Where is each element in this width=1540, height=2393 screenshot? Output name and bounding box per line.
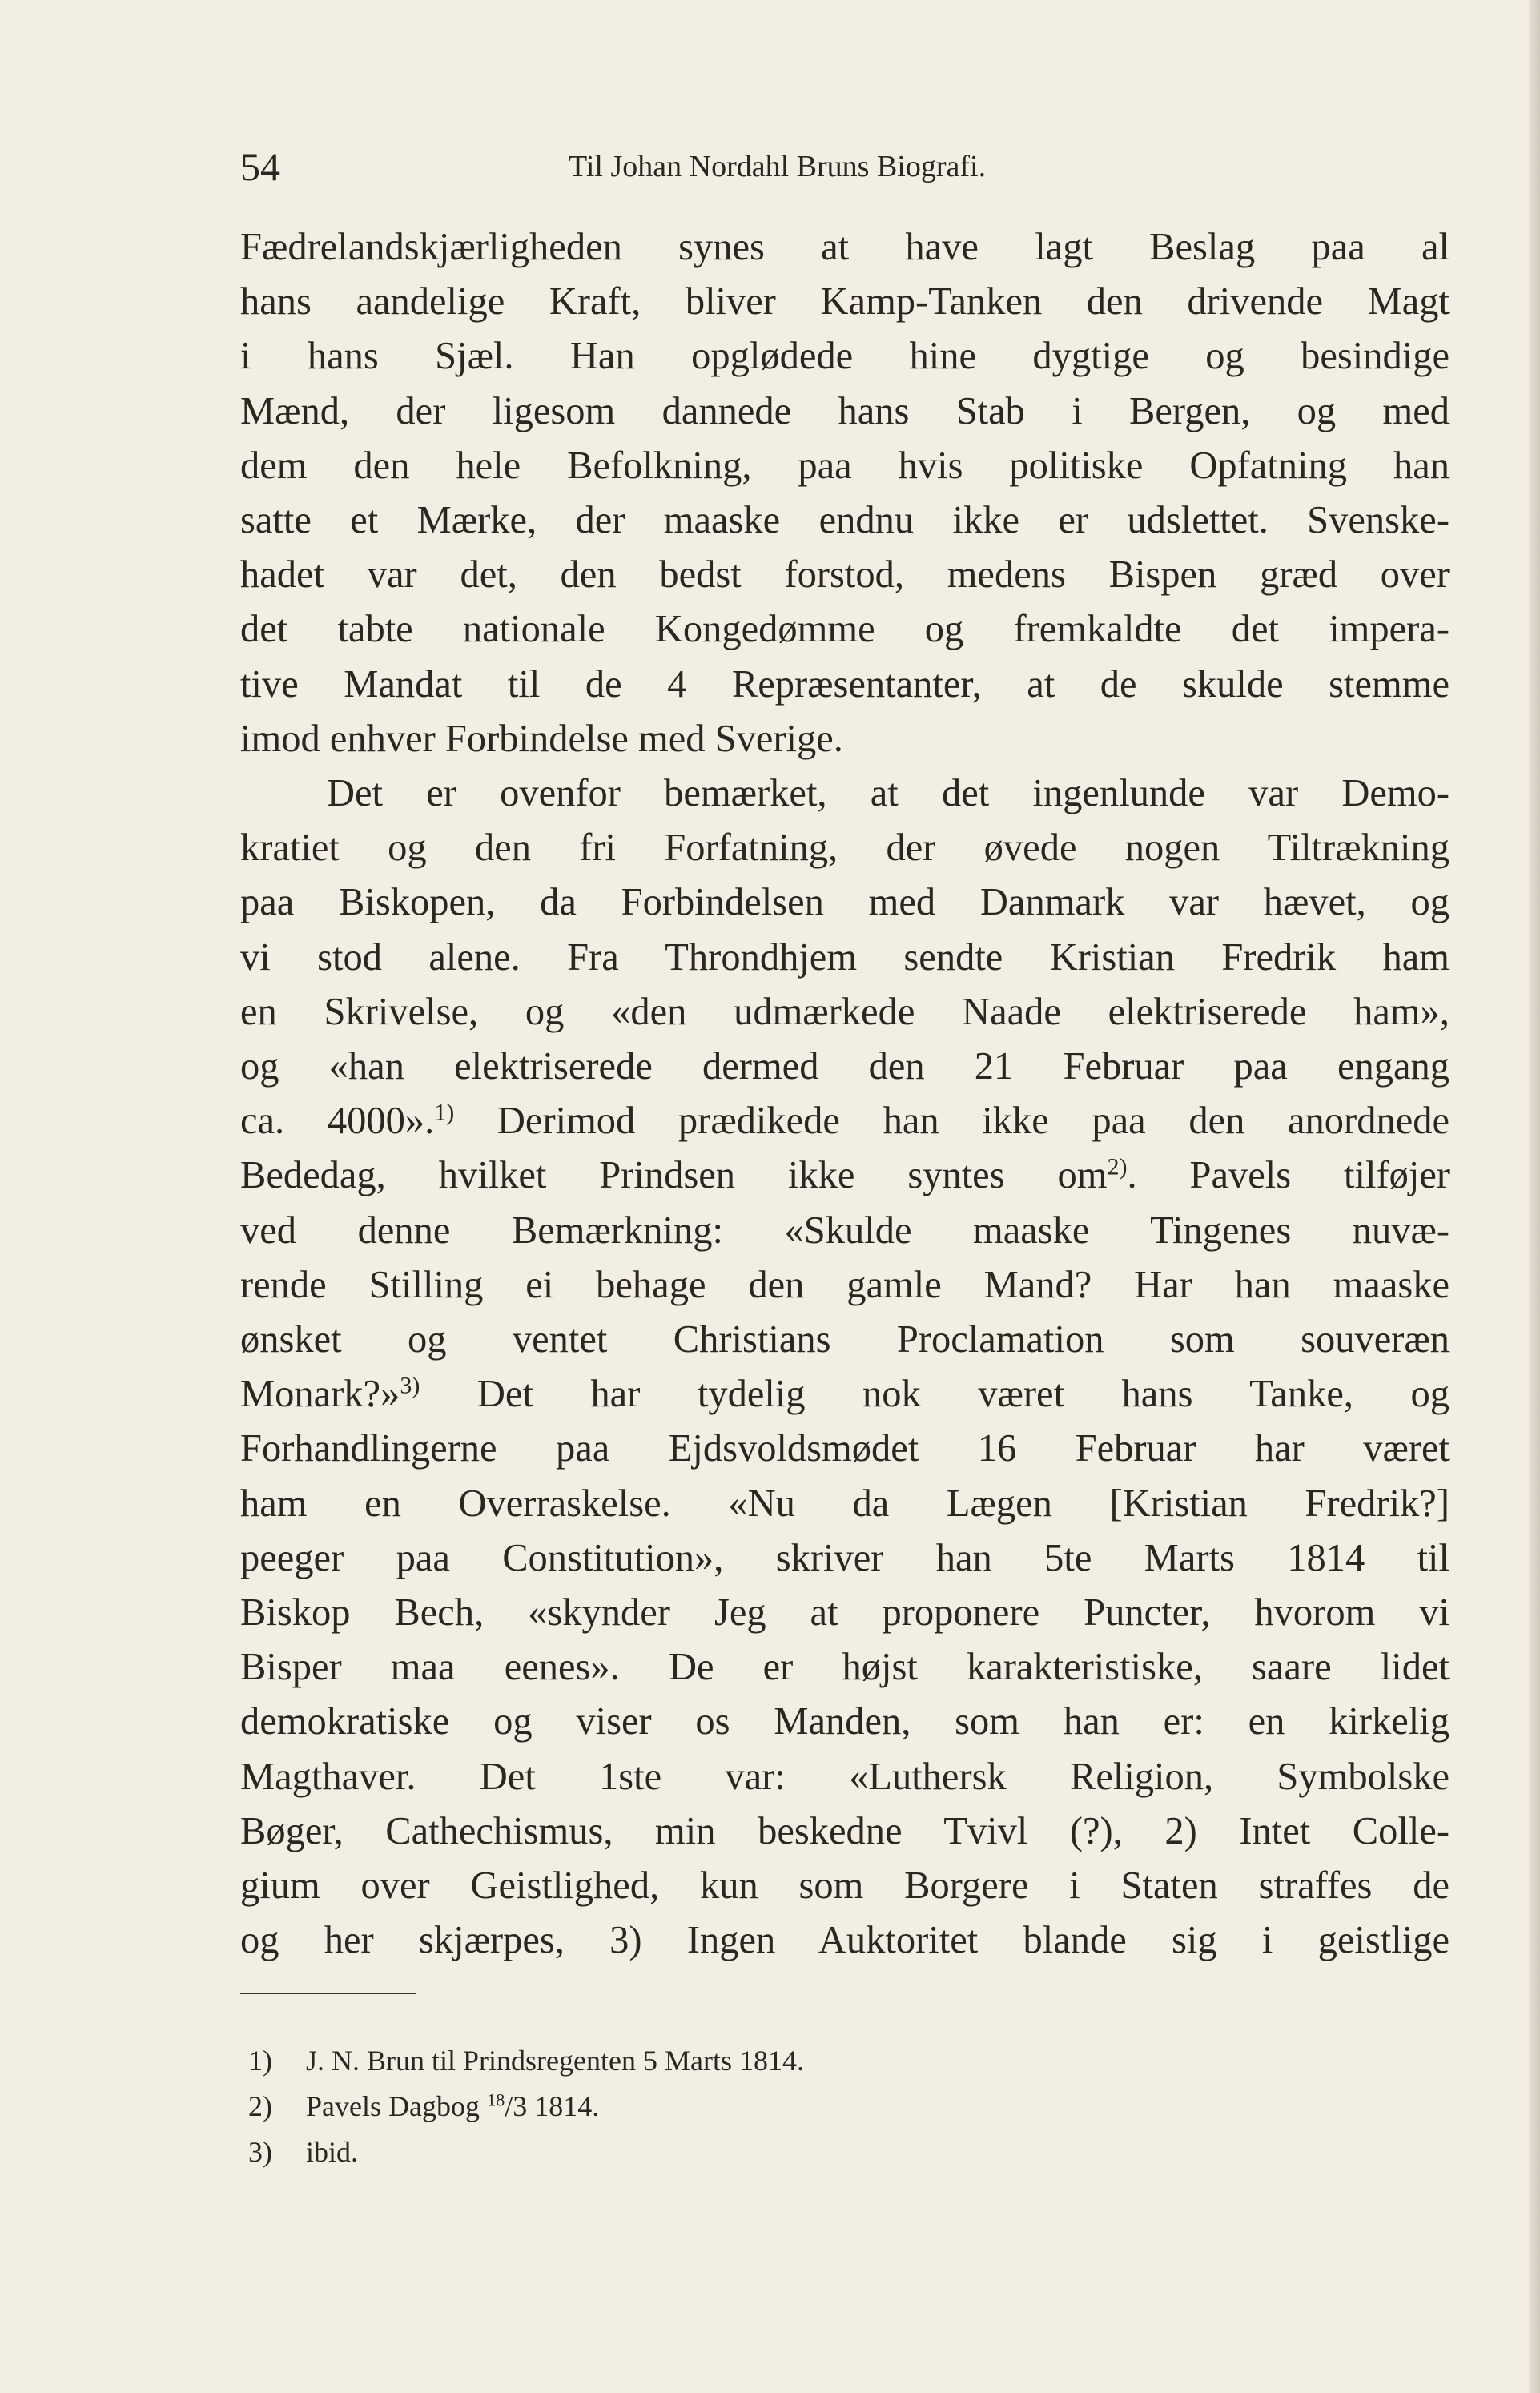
text-line: Magthaver. Det 1ste var: «Luthersk Religion, Symbolske (240, 1755, 1450, 1798)
text-line: kratiet og den fri Forfatning, der øvede nogen Tiltrækning (240, 826, 1450, 870)
text-line: Fædrelandskjærligheden synes at have lagt Beslag paa al (240, 226, 1450, 268)
text-line: ham en Overraskelse. «Nu da Lægen [Kristian Fredrik?] (240, 1482, 1450, 1525)
text-segment: . Pavels tilføjer (1127, 1154, 1450, 1197)
body-text (240, 220, 1450, 1969)
text-segment: ca. 4000». (240, 1100, 435, 1143)
footnote (248, 2084, 1129, 2130)
text-line (240, 1094, 1450, 1148)
footnotes (248, 2038, 1129, 2175)
footnote-text: Pavels Dagbog (306, 2090, 487, 2122)
text-line (240, 1148, 1450, 1203)
footnote-text: /3 1814. (505, 2090, 600, 2122)
text-line: ved denne Bemærkning: «Skulde maaske Tingenes nuvæ- (240, 1209, 1450, 1252)
text-line: rende Stilling ei behage den gamle Mand? Har han maaske (240, 1263, 1450, 1306)
page-header (240, 143, 1474, 191)
text-line: og «han elektriserede dermed den 21 Februar paa engang (240, 1045, 1450, 1088)
footnote (248, 2130, 1129, 2175)
text-line: hadet var det, den bedst forstod, medens Bispen græd over (240, 553, 1450, 597)
text-segment: Monark?» (240, 1373, 400, 1416)
text-line: Bisper maa eenes». De er højst karakteristiske, saare lidet (240, 1646, 1450, 1689)
text-line: ønsket og ventet Christians Proclamation som souveræn (240, 1318, 1450, 1361)
text-segment: Bededag, hvilket Prindsen ikke syntes om (240, 1154, 1108, 1197)
text-line: Biskop Bech, «skynder Jeg at proponere Puncter, hvorom vi (240, 1591, 1450, 1635)
text-line: satte et Mærke, der maaske endnu ikke er udslettet. Svenske- (240, 499, 1450, 542)
text-line: tive Mandat til de 4 Repræsentanter, at de skulde stemme (240, 662, 1450, 706)
text-line: paa Biskopen, da Forbindelsen med Danmark var hævet, og (240, 881, 1450, 924)
text-line: vi stod alene. Fra Throndhjem sendte Kristian Fredrik ham (240, 935, 1450, 979)
footnote-text: J. N. Brun til Prindsregenten 5 Marts 1814. (306, 2045, 804, 2077)
text-line: gium over Geistlighed, kun som Borgere i Staten straffes de (240, 1864, 1450, 1908)
text-segment: Det har tydelig nok været hans Tanke, og (476, 1373, 1450, 1416)
text-line: en Skrivelse, og «den udmærkede Naade elektriserede ham», (240, 990, 1450, 1033)
page-number: 54 (240, 144, 280, 189)
footnote-divider (240, 1993, 416, 1994)
text-line (240, 1367, 1450, 1422)
footnote-mark: 2) (248, 2090, 272, 2122)
text-line: Mænd, der ligesom dannede hans Stab i Bergen, og med (240, 389, 1450, 432)
footnote-mark: 1) (248, 2045, 272, 2077)
footnote-ref: 1) (434, 1098, 455, 1126)
footnote-ref: 3) (400, 1371, 420, 1399)
text-line: det tabte nationale Kongedømme og fremkaldte det impera- (240, 608, 1450, 651)
text-line: hans aandelige Kraft, bliver Kamp-Tanken den drivende Magt (240, 280, 1450, 324)
text-line: Det er ovenfor bemærket, at det ingenlunde var Demo- (327, 772, 1450, 815)
footnote-text: ibid. (306, 2136, 359, 2168)
footnote-date-sup: 18 (486, 2089, 505, 2110)
text-line: Bøger, Cathechismus, min beskedne Tvivl (?), 2) Intet Colle- (240, 1809, 1450, 1852)
text-segment: Derimod prædikede han ikke paa den anordnede (497, 1100, 1450, 1143)
running-title: Til Johan Nordahl Bruns Biografi. (569, 150, 987, 183)
text-line: i hans Sjæl. Han opglødede hine dygtige og besindige (240, 335, 1450, 378)
text-line: demokratiske og viser os Manden, som han er: en kirkelig (240, 1700, 1450, 1743)
text-line: Forhandlingerne paa Ejdsvoldsmødet 16 Februar har været (240, 1427, 1450, 1470)
footnote (248, 2038, 1129, 2084)
text-line: og her skjærpes, 3) Ingen Auktoritet blande sig i geistlige (240, 1919, 1450, 1962)
footnote-mark: 3) (248, 2136, 272, 2168)
footnote-ref: 2) (1107, 1152, 1128, 1180)
text-line: peeger paa Constitution», skriver han 5te Marts 1814 til (240, 1536, 1450, 1579)
text-line: imod enhver Forbindelse med Sverige. (240, 717, 843, 760)
page-edge (1529, 0, 1540, 2393)
text-line: dem den hele Befolkning, paa hvis politiske Opfatning han (240, 444, 1450, 487)
